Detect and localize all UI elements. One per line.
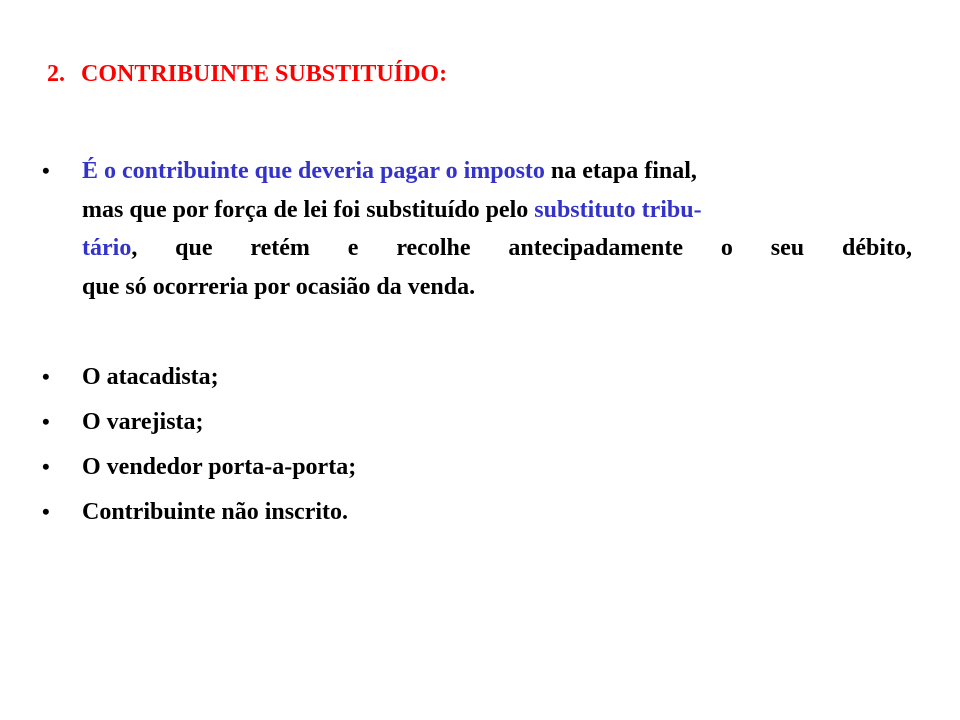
bullet-icon: •	[42, 409, 50, 434]
definition-paragraph	[82, 152, 912, 306]
bullet-icon: •	[42, 499, 50, 524]
bullet-icon: •	[42, 158, 50, 183]
highlight-tario: tário	[82, 235, 132, 261]
paragraph-line-3	[82, 229, 912, 268]
highlight-definition: É o contribuinte que deveria pagar o imposto	[82, 158, 545, 184]
paragraph-text-4: que só ocorreria por ocasião da venda.	[82, 273, 476, 300]
paragraph-text-1: na etapa final,	[544, 158, 697, 184]
section-heading	[47, 58, 447, 90]
paragraph-line-1	[82, 152, 912, 191]
list-item-text: O atacadista;	[82, 364, 219, 390]
paragraph-text-2: mas que por força de lei foi substituído pelo	[82, 196, 535, 223]
paragraph-line-4	[82, 268, 912, 307]
bullet-icon: •	[42, 454, 50, 479]
heading-title: CONTRIBUINTE SUBSTITUÍDO:	[81, 61, 448, 87]
paragraph-line-2	[82, 191, 912, 230]
bullet-icon: •	[42, 364, 50, 389]
heading-number: 2.	[47, 61, 65, 87]
highlight-substituto: substituto tribu-	[534, 196, 702, 223]
list-item-text: O varejista;	[82, 409, 204, 435]
list-item-text: Contribuinte não inscrito.	[82, 499, 349, 525]
list-item-text: O vendedor porta-a-porta;	[82, 454, 357, 480]
paragraph-text-3: , que retém e recolhe antecipadamente o seu débito,	[131, 235, 912, 261]
